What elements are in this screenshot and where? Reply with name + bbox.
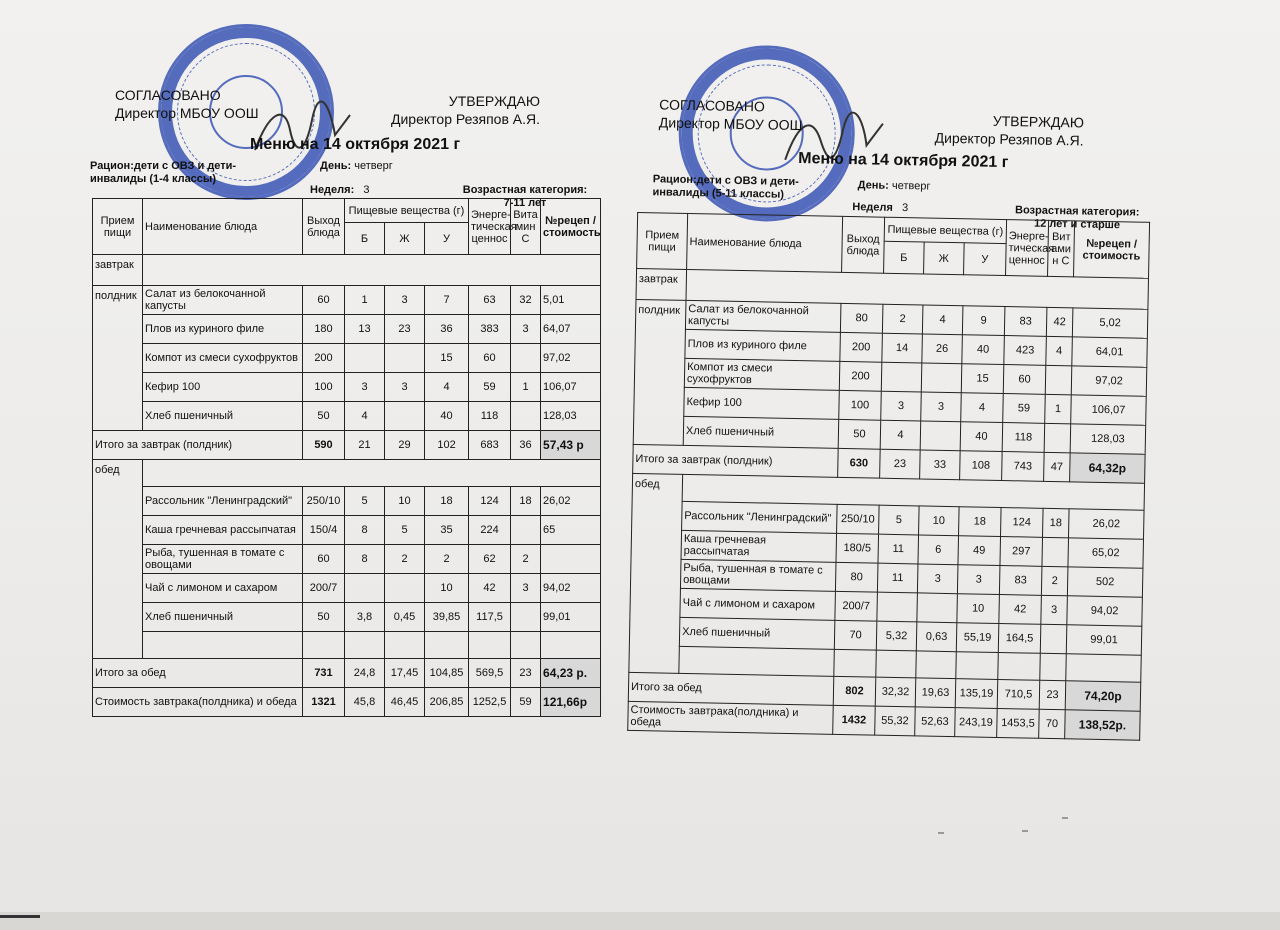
dish-vitamin: 42 xyxy=(1046,307,1073,336)
approve-name: Директор Резяпов А.Я. xyxy=(391,111,540,127)
total-energy: 743 xyxy=(1002,452,1045,482)
dish-vitamin xyxy=(1042,537,1069,566)
total-carbs: 102 xyxy=(425,431,469,460)
total-energy: 1453,5 xyxy=(997,708,1040,738)
dish-protein: 8 xyxy=(345,516,385,545)
grand-total-row xyxy=(93,688,601,717)
dish-vitamin: 2 xyxy=(511,545,541,574)
week-label: Неделя: xyxy=(310,184,355,196)
total-output: 731 xyxy=(303,659,345,688)
total-fat: 29 xyxy=(385,431,425,460)
total-vitamin: 59 xyxy=(511,688,541,717)
menu-sheet-left xyxy=(90,60,610,730)
dish-energy: 59 xyxy=(469,373,511,402)
dish-protein: 8 xyxy=(345,545,385,574)
dish-fat xyxy=(921,363,962,393)
meal-snack-label: полдник xyxy=(633,299,686,445)
dish-carbs: 10 xyxy=(957,594,1000,624)
total-carbs: 108 xyxy=(960,451,1003,481)
dish-protein: 11 xyxy=(877,563,918,593)
dish-carbs: 2 xyxy=(425,545,469,574)
dish-carbs: 49 xyxy=(958,536,1001,566)
dish-protein: 5,32 xyxy=(876,621,917,651)
dish-output: 200 xyxy=(839,361,882,391)
dish-fat: 5 xyxy=(385,516,425,545)
dish-energy: 124 xyxy=(1001,508,1044,538)
header-meal: Прием пищи xyxy=(637,212,688,269)
dish-price: 97,02 xyxy=(541,344,601,373)
dish-vitamin: 18 xyxy=(511,487,541,516)
scan-speck xyxy=(938,832,944,834)
dish-name: Хлеб пшеничный xyxy=(683,416,839,448)
dish-fat xyxy=(920,421,961,451)
total-label: Итого за завтрак (полдник) xyxy=(93,431,303,460)
dish-carbs: 18 xyxy=(425,487,469,516)
dish-output: 50 xyxy=(303,603,345,632)
total-protein: 23 xyxy=(880,449,921,479)
meal-breakfast-label: завтрак xyxy=(636,268,687,300)
dish-protein: 4 xyxy=(880,420,921,450)
dish-name: Рассольник "Ленинградский" xyxy=(682,501,838,533)
day-value: четверг xyxy=(354,160,393,172)
menu-title: Меню на 14 октября 2021 г xyxy=(798,150,1009,172)
ration-label: Рацион:дети с ОВЗ и дети-инвалиды (5-11 классы) xyxy=(652,173,799,201)
dish-output: 60 xyxy=(303,545,345,574)
dish-name: Кефир 100 xyxy=(143,373,303,402)
total-fat: 19,63 xyxy=(915,678,956,708)
dish-name: Рыба, тушенная в томате с овощами xyxy=(143,545,303,574)
meal-breakfast-label: завтрак xyxy=(93,255,143,286)
header-protein: Б xyxy=(345,223,385,255)
total-protein: 21 xyxy=(345,431,385,460)
dish-output: 80 xyxy=(835,562,878,592)
dish-carbs: 39,85 xyxy=(425,603,469,632)
dish-fat: 2 xyxy=(385,545,425,574)
age-value: 12 лет и старше xyxy=(1033,217,1121,232)
dish-fat: 23 xyxy=(385,315,425,344)
dish-fat: 3 xyxy=(385,373,425,402)
dish-fat xyxy=(385,402,425,431)
total-fat: 17,45 xyxy=(385,659,425,688)
total-price: 64,32р xyxy=(1070,453,1146,483)
total-output: 802 xyxy=(833,676,876,706)
total-vitamin: 70 xyxy=(1039,709,1066,738)
dish-output: 50 xyxy=(303,402,345,431)
dish-protein: 13 xyxy=(345,315,385,344)
dish-output: 180 xyxy=(303,315,345,344)
day-label: День: xyxy=(857,179,890,192)
dish-vitamin xyxy=(511,402,541,431)
dish-output: 250/10 xyxy=(837,504,880,534)
dish-price: 99,01 xyxy=(1066,625,1142,655)
dish-price: 26,02 xyxy=(1069,509,1145,539)
dish-carbs: 15 xyxy=(961,364,1004,394)
dish-vitamin: 1 xyxy=(1045,394,1072,423)
total-price: 74,20р xyxy=(1065,681,1141,711)
header-carbs: У xyxy=(425,223,469,255)
meal-snack-label: полдник xyxy=(93,286,143,431)
dish-vitamin: 3 xyxy=(1041,595,1068,624)
menu-table xyxy=(92,198,601,717)
dish-name: Каша гречневая рассыпчатая xyxy=(681,530,837,562)
total-price: 138,52р. xyxy=(1065,710,1141,740)
day-info xyxy=(858,179,931,192)
dish-name: Рассольник "Ленинградский" xyxy=(143,487,303,516)
dish-energy: 60 xyxy=(1003,365,1046,395)
header-fat: Ж xyxy=(385,223,425,255)
dish-vitamin: 32 xyxy=(511,286,541,315)
week-value: 3 xyxy=(363,184,370,196)
total-carbs: 243,19 xyxy=(955,708,998,738)
agreed-role: Директор МБОУ ООШ xyxy=(115,105,259,121)
dish-carbs: 4 xyxy=(961,393,1004,423)
header-protein: Б xyxy=(884,241,925,274)
age-value: 7-11 лет xyxy=(503,197,547,209)
dish-carbs: 40 xyxy=(425,402,469,431)
approve-title: УТВЕРЖДАЮ xyxy=(448,93,540,109)
dish-energy: 117,5 xyxy=(469,603,511,632)
dish-fat: 4 xyxy=(922,305,963,335)
total-vitamin: 47 xyxy=(1044,452,1071,481)
dish-vitamin: 18 xyxy=(1043,508,1070,537)
dish-price: 106,07 xyxy=(1071,395,1147,425)
dish-output: 100 xyxy=(839,390,882,420)
dish-protein: 5 xyxy=(879,505,920,535)
dish-fat: 6 xyxy=(918,535,959,565)
table-row xyxy=(93,516,601,545)
day-info xyxy=(320,160,393,172)
dish-name: Рыба, тушенная в томате с овощами xyxy=(680,559,836,591)
total-label: Стоимость завтрака(полдника) и обеда xyxy=(93,688,303,717)
day-value: четверг xyxy=(891,179,931,193)
dish-energy: 62 xyxy=(469,545,511,574)
dish-carbs: 4 xyxy=(425,373,469,402)
week-info xyxy=(310,184,370,196)
age-label: Возрастная категория: xyxy=(462,184,588,196)
total-fat: 46,45 xyxy=(385,688,425,717)
agreed-block xyxy=(659,95,803,134)
total-protein: 55,32 xyxy=(875,706,916,736)
dish-name: Хлеб пшеничный xyxy=(143,402,303,431)
total-label: Итого за обед xyxy=(93,659,303,688)
dish-name: Салат из белокочанной капусты xyxy=(143,286,303,315)
dish-price: 5,02 xyxy=(1072,308,1148,338)
dish-protein: 11 xyxy=(878,534,919,564)
lunch-total-row xyxy=(93,659,601,688)
dish-vitamin xyxy=(511,344,541,373)
dish-energy: 63 xyxy=(469,286,511,315)
header-output: Выход блюда xyxy=(842,216,885,273)
dish-price: 26,02 xyxy=(541,487,601,516)
header-carbs: У xyxy=(964,243,1007,276)
dish-fat: 3 xyxy=(917,564,958,594)
total-energy: 683 xyxy=(469,431,511,460)
dish-price: 5,01 xyxy=(541,286,601,315)
header-vitamin: Вита мин С xyxy=(511,199,541,255)
total-carbs: 104,85 xyxy=(425,659,469,688)
dish-protein: 1 xyxy=(345,286,385,315)
dish-energy: 83 xyxy=(1004,307,1047,337)
total-fat: 33 xyxy=(920,450,961,480)
dish-protein: 4 xyxy=(345,402,385,431)
dish-price: 106,07 xyxy=(541,373,601,402)
dish-price: 94,02 xyxy=(541,574,601,603)
dish-fat: 0,63 xyxy=(916,622,957,652)
menu-title: Меню на 14 октября 2021 г xyxy=(250,136,461,153)
dish-output: 180/5 xyxy=(836,533,879,563)
agreed-title: СОГЛАСОВАНО xyxy=(115,87,221,103)
dish-protein: 5 xyxy=(345,487,385,516)
table-row xyxy=(93,286,601,315)
dish-fat: 0,45 xyxy=(385,603,425,632)
dish-energy: 423 xyxy=(1004,336,1047,366)
total-price: 64,23 р. xyxy=(541,659,601,688)
dish-carbs: 55,19 xyxy=(956,623,999,653)
dish-protein: 2 xyxy=(882,304,923,334)
header-recipe: №рецеп /стоимость xyxy=(541,199,601,255)
dish-name: Плов из куриного филе xyxy=(685,329,841,361)
total-output: 1432 xyxy=(833,705,876,735)
header-energy: Энерге-тическая ценнос xyxy=(469,199,511,255)
total-fat: 52,63 xyxy=(915,707,956,737)
section-spacer xyxy=(143,255,601,286)
dish-energy: 118 xyxy=(1002,423,1045,453)
dish-fat xyxy=(385,574,425,603)
agreed-role: Директор МБОУ ООШ xyxy=(658,114,803,134)
header-recipe: №рецеп /стоимость xyxy=(1074,221,1150,278)
dish-output: 250/10 xyxy=(303,487,345,516)
approve-title: УТВЕРЖДАЮ xyxy=(992,112,1085,131)
dish-carbs: 9 xyxy=(962,306,1005,336)
dish-protein: 14 xyxy=(882,333,923,363)
total-output: 590 xyxy=(303,431,345,460)
age-label: Возрастная категория: xyxy=(1014,204,1140,219)
dish-energy: 83 xyxy=(999,566,1042,596)
dish-price: 99,01 xyxy=(541,603,601,632)
total-output: 1321 xyxy=(303,688,345,717)
table-row xyxy=(93,315,601,344)
dish-protein: 3,8 xyxy=(345,603,385,632)
dish-energy: 383 xyxy=(469,315,511,344)
dish-protein xyxy=(345,574,385,603)
dish-price: 128,03 xyxy=(541,402,601,431)
total-vitamin: 23 xyxy=(1039,680,1066,709)
dish-carbs: 40 xyxy=(960,422,1003,452)
approve-name: Директор Резяпов А.Я. xyxy=(934,129,1084,149)
dish-price xyxy=(541,545,601,574)
dish-carbs: 3 xyxy=(957,565,1000,595)
agreed-block xyxy=(115,86,259,122)
dish-vitamin: 3 xyxy=(511,315,541,344)
dish-name: Плов из куриного филе xyxy=(143,315,303,344)
dish-price: 64,01 xyxy=(1072,337,1148,367)
dish-protein: 3 xyxy=(345,373,385,402)
dish-energy: 118 xyxy=(469,402,511,431)
table-row xyxy=(93,603,601,632)
dish-carbs: 36 xyxy=(425,315,469,344)
dish-carbs: 40 xyxy=(962,335,1005,365)
table-row-empty xyxy=(93,632,601,659)
dish-price: 94,02 xyxy=(1067,596,1143,626)
dish-fat: 10 xyxy=(919,506,960,536)
week-info xyxy=(852,201,908,214)
dish-name: Компот из смеси сухофруктов xyxy=(684,358,840,390)
breakfast-total-row xyxy=(93,431,601,460)
total-energy: 1252,5 xyxy=(469,688,511,717)
menu-sheet-right xyxy=(627,65,1160,755)
day-label: День: xyxy=(320,160,352,172)
total-carbs: 135,19 xyxy=(955,679,998,709)
ration-label: Рацион:дети с ОВЗ и дети-инвалиды (1-4 классы) xyxy=(90,160,237,185)
dish-name: Хлеб пшеничный xyxy=(143,603,303,632)
dish-name: Чай с лимоном и сахаром xyxy=(680,588,836,620)
dish-vitamin xyxy=(511,516,541,545)
table-row xyxy=(93,545,601,574)
total-vitamin: 23 xyxy=(511,659,541,688)
dish-vitamin: 1 xyxy=(511,373,541,402)
dish-output: 60 xyxy=(303,286,345,315)
dish-energy: 124 xyxy=(469,487,511,516)
dish-price: 65 xyxy=(541,516,601,545)
dish-protein xyxy=(881,362,922,392)
dish-price: 65,02 xyxy=(1068,538,1144,568)
dish-energy: 59 xyxy=(1003,394,1046,424)
total-energy: 710,5 xyxy=(997,679,1040,709)
dish-energy: 42 xyxy=(469,574,511,603)
dish-protein xyxy=(877,592,918,622)
dish-vitamin: 3 xyxy=(511,574,541,603)
dish-vitamin xyxy=(511,603,541,632)
dish-output: 80 xyxy=(840,303,883,333)
dish-output: 200/7 xyxy=(303,574,345,603)
dish-price: 128,03 xyxy=(1070,424,1146,454)
table-row xyxy=(93,402,601,431)
table-row xyxy=(93,487,601,516)
dish-output: 70 xyxy=(834,620,877,650)
total-energy: 569,5 xyxy=(469,659,511,688)
dish-output: 50 xyxy=(838,419,881,449)
header-fat: Ж xyxy=(924,242,965,275)
scan-bottom-edge xyxy=(0,912,1280,930)
scan-speck xyxy=(1022,830,1028,832)
dish-price: 502 xyxy=(1067,567,1143,597)
approve-block xyxy=(385,92,540,128)
scan-speck xyxy=(1062,817,1068,819)
total-price: 121,66р xyxy=(541,688,601,717)
week-label: Неделя xyxy=(852,201,893,214)
dish-carbs: 15 xyxy=(425,344,469,373)
header-meal: Прием пищи xyxy=(93,199,143,255)
dish-name: Каша гречневая рассыпчатая xyxy=(143,516,303,545)
dish-energy: 297 xyxy=(1000,537,1043,567)
dish-output: 100 xyxy=(303,373,345,402)
dish-output: 200/7 xyxy=(835,591,878,621)
table-row xyxy=(93,344,601,373)
dish-energy: 224 xyxy=(469,516,511,545)
dish-price: 97,02 xyxy=(1071,366,1147,396)
dish-name: Кефир 100 xyxy=(684,387,840,419)
header-dish: Наименование блюда xyxy=(143,199,303,255)
header-energy: Энерге-тическая ценнос xyxy=(1006,220,1049,277)
dish-name: Компот из смеси сухофруктов xyxy=(143,344,303,373)
week-value: 3 xyxy=(901,202,909,215)
section-spacer xyxy=(143,460,601,487)
approve-block xyxy=(928,111,1084,150)
header-output: Выход блюда xyxy=(303,199,345,255)
dish-vitamin: 4 xyxy=(1046,336,1073,365)
dish-vitamin xyxy=(1044,423,1071,452)
total-price: 57,43 р xyxy=(541,431,601,460)
meal-lunch-label: обед xyxy=(93,460,143,659)
total-protein: 32,32 xyxy=(875,677,916,707)
header-nutrients: Пищевые вещества (г) xyxy=(884,217,1006,243)
dish-fat: 3 xyxy=(921,392,962,422)
total-label: Итого за завтрак (полдник) xyxy=(633,444,839,477)
dish-vitamin xyxy=(1040,624,1067,653)
total-label: Стоимость завтрака(полдника) и обеда xyxy=(628,701,834,734)
dish-name: Хлеб пшеничный xyxy=(679,617,835,649)
header-dish: Наименование блюда xyxy=(687,213,843,272)
header-vitamin: Вит ами н С xyxy=(1048,220,1075,276)
dish-fat: 3 xyxy=(385,286,425,315)
dish-energy: 60 xyxy=(469,344,511,373)
meal-lunch-label: обед xyxy=(629,473,683,673)
table-row xyxy=(93,373,601,402)
dish-carbs: 35 xyxy=(425,516,469,545)
dish-energy: 42 xyxy=(999,594,1042,624)
table-row xyxy=(93,574,601,603)
dish-carbs: 18 xyxy=(959,507,1002,537)
dish-price: 64,07 xyxy=(541,315,601,344)
agreed-title: СОГЛАСОВАНО xyxy=(659,96,765,115)
dish-output: 200 xyxy=(840,332,883,362)
total-vitamin: 36 xyxy=(511,431,541,460)
dish-fat: 10 xyxy=(385,487,425,516)
dish-vitamin: 2 xyxy=(1041,566,1068,595)
dish-fat xyxy=(917,593,958,623)
header-nutrients: Пищевые вещества (г) xyxy=(345,199,469,223)
dish-carbs: 10 xyxy=(425,574,469,603)
total-carbs: 206,85 xyxy=(425,688,469,717)
dish-carbs: 7 xyxy=(425,286,469,315)
dish-fat: 26 xyxy=(922,334,963,364)
dish-name: Чай с лимоном и сахаром xyxy=(143,574,303,603)
dish-name: Салат из белокочанной капусты xyxy=(685,300,841,332)
total-label: Итого за обед xyxy=(628,672,834,705)
dish-output: 150/4 xyxy=(303,516,345,545)
dish-vitamin xyxy=(1045,365,1072,394)
dish-fat xyxy=(385,344,425,373)
dish-energy: 164,5 xyxy=(998,623,1041,653)
total-protein: 24,8 xyxy=(345,659,385,688)
dish-output: 200 xyxy=(303,344,345,373)
dish-protein: 3 xyxy=(881,391,922,421)
total-output: 630 xyxy=(838,448,881,478)
dish-protein xyxy=(345,344,385,373)
menu-table xyxy=(627,212,1150,741)
total-protein: 45,8 xyxy=(345,688,385,717)
